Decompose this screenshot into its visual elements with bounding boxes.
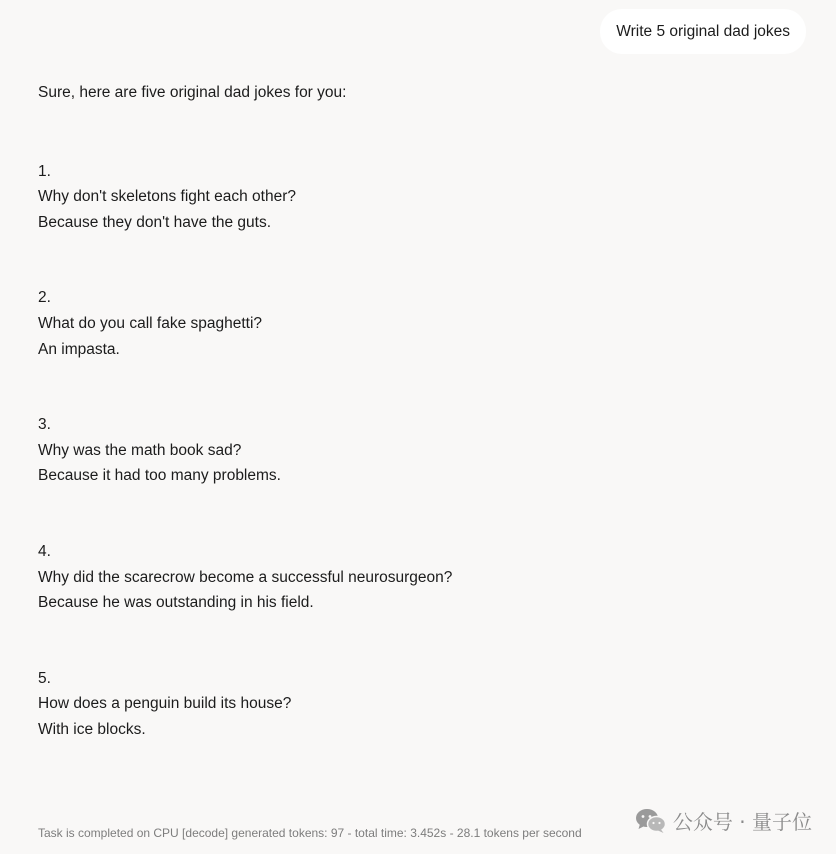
user-message-bubble (600, 9, 806, 54)
response-intro: Sure, here are five original dad jokes for you: (38, 84, 347, 101)
joke-question: How does a penguin build its house? (38, 695, 292, 713)
joke-number: 1. (38, 162, 51, 180)
joke-number: 2. (38, 289, 51, 307)
joke-number: 4. (38, 542, 51, 560)
joke-item (38, 539, 798, 616)
joke-question: What do you call fake spaghetti? (38, 314, 263, 332)
joke-answer: Because it had too many problems. (38, 467, 281, 485)
joke-number: 3. (38, 416, 51, 434)
joke-answer: With ice blocks. (38, 720, 146, 738)
joke-item (38, 412, 798, 489)
assistant-response (38, 80, 798, 743)
status-footer: Task is completed on CPU [decode] generated tokens: 97 - total time: 3.452s - 28.1 tokens per second (38, 826, 582, 840)
joke-item (38, 666, 798, 743)
joke-item (38, 159, 798, 236)
joke-number: 5. (38, 669, 51, 687)
joke-question: Why don't skeletons fight each other? (38, 188, 296, 206)
joke-answer: Because they don't have the guts. (38, 213, 272, 231)
watermark (635, 806, 812, 835)
joke-question: Why was the math book sad? (38, 441, 242, 459)
joke-item (38, 285, 798, 362)
watermark-text: 公众号 · 量子位 (672, 810, 812, 834)
joke-question: Why did the scarecrow become a successful neurosurgeon? (38, 568, 453, 586)
joke-answer: An impasta. (38, 340, 120, 358)
wechat-icon (635, 807, 667, 835)
user-message-text: Write 5 original dad jokes (616, 22, 790, 40)
joke-answer: Because he was outstanding in his field. (38, 594, 314, 612)
